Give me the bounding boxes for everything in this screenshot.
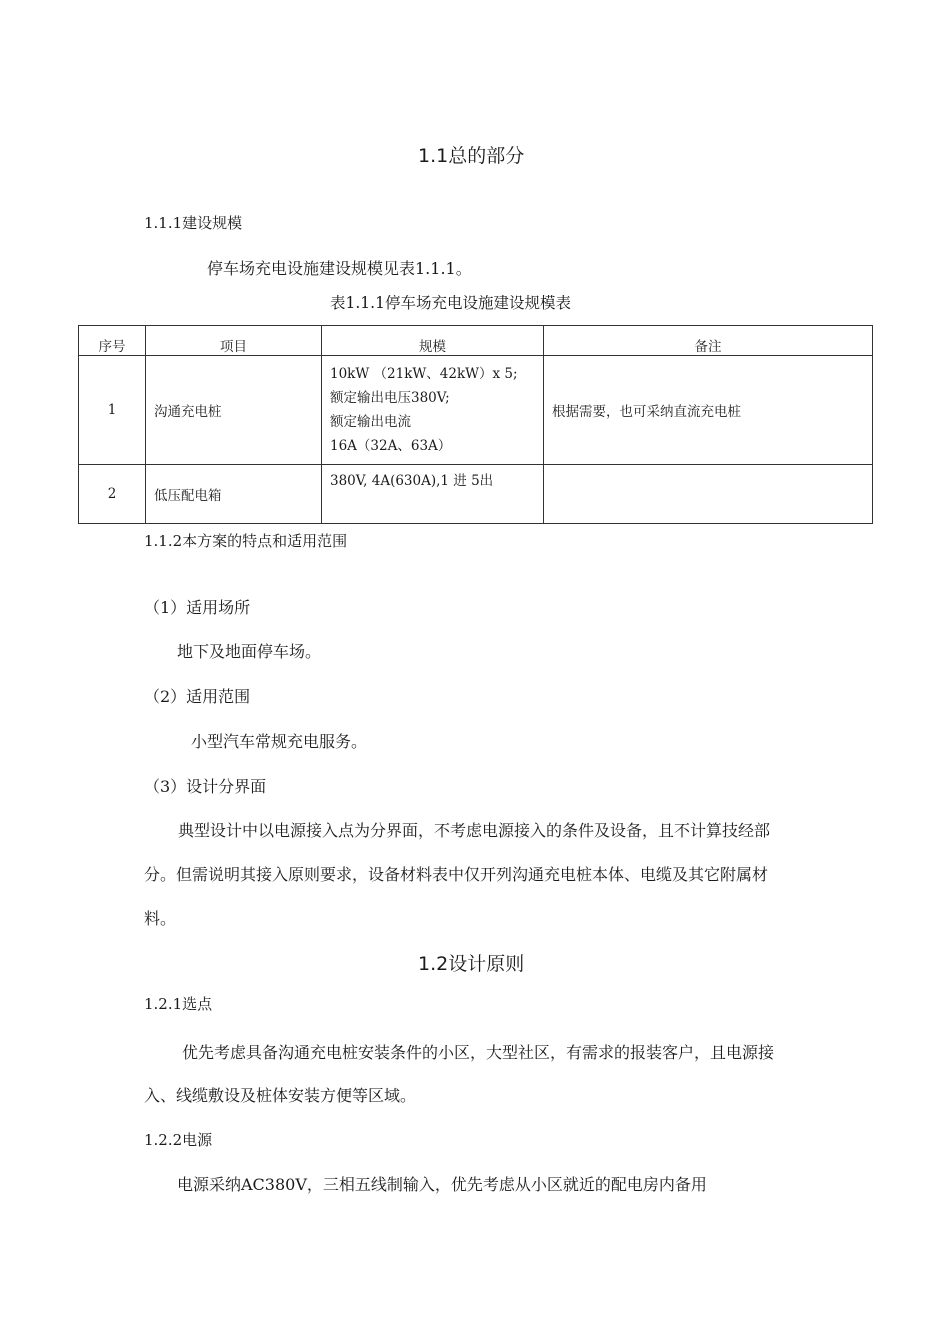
paragraph-scale-intro: 停车场充电设施建设规模见表1.1.1。 [207,259,472,278]
cell-no: 1 [79,356,146,465]
heading-1-1-2: 1.1.2本方案的特点和适用范围 [144,532,348,550]
item-2-text: 小型汽车常规充电服务。 [191,732,368,751]
item-2-heading: （2）适用范围 [144,687,251,706]
cell-item: 沟通充电桩 [146,356,322,465]
header-item: 项目 [146,326,322,356]
header-no: 序号 [79,326,146,356]
table-header-row [79,326,873,356]
header-note: 备注 [544,326,873,356]
cell-scale [322,356,544,465]
section-1-1-title: 1.1总的部分 [418,145,525,167]
paragraph-line: 电源采纳AC380V，三相五线制输入，优先考虑从小区就近的配电房内备用 [177,1175,707,1194]
scale-line: 额定输出电压380V; [330,390,450,406]
cell-note [544,465,873,524]
item-3-line: 分。但需说明其接入原则要求，设备材料表中仅开列沟通充电桩本体、电缆及其它附属材 [144,865,769,884]
item-1-text: 地下及地面停车场。 [177,642,322,661]
scale-line: 380V, 4A(630A),1 进 5出 [330,473,494,489]
table-row [79,356,873,465]
scale-line: 16A（32A、63A） [330,438,452,454]
cell-note: 根据需要，也可采纳直流充电桩 [544,356,873,465]
heading-1-2-1: 1.2.1选点 [144,995,213,1013]
item-3-line: 典型设计中以电源接入点为分界面，不考虑电源接入的条件及设备，且不计算技经部 [178,821,771,840]
cell-no: 2 [79,465,146,524]
item-3-heading: （3）设计分界面 [144,777,267,796]
scale-line: 额定输出电流 [330,414,411,430]
cell-scale [322,465,544,524]
item-1-heading: （1）适用场所 [144,598,251,617]
heading-1-2-2: 1.2.2电源 [144,1131,213,1149]
section-1-2-title: 1.2设计原则 [418,953,525,975]
heading-1-1-1: 1.1.1建设规模 [144,214,243,232]
table-row [79,465,873,524]
paragraph-line: 优先考虑具备沟通充电桩安装条件的小区，大型社区，有需求的报装客户，且电源接 [182,1043,775,1062]
header-scale: 规模 [322,326,544,356]
table-caption: 表1.1.1停车场充电设施建设规模表 [330,294,571,312]
paragraph-line: 入、线缆敷设及桩体安装方便等区域。 [144,1086,417,1105]
construction-scale-table [78,325,873,524]
scale-line: 10kW （21kW、42kW）x 5; [330,366,518,382]
item-3-line: 料。 [144,909,177,928]
cell-item: 低压配电箱 [146,465,322,524]
